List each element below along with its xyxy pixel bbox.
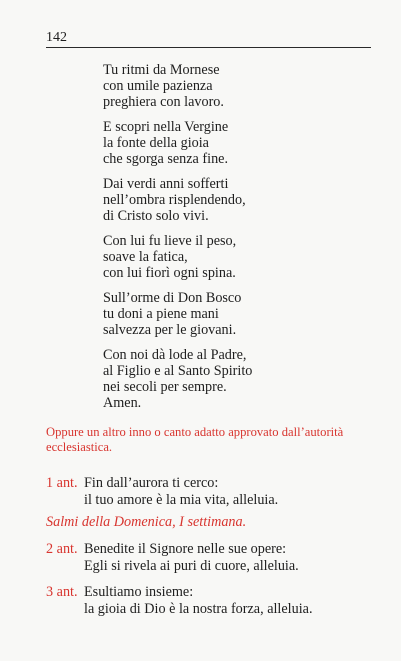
hymn-line: soave la fatica,	[103, 249, 188, 265]
hymn-line: Con lui fu lieve il peso,	[103, 233, 237, 249]
hymn-stanza	[103, 290, 373, 338]
hymn-stanza	[103, 176, 373, 224]
hymn-line: tu doni a piene mani	[103, 306, 219, 322]
hymn-stanza	[103, 233, 373, 281]
hymn-line: al Figlio e al Santo Spirito	[103, 363, 253, 379]
antiphon-label: 2 ant.	[46, 541, 78, 557]
antiphon-3	[46, 584, 376, 618]
hymn-line: Sull’orme di Don Bosco	[103, 290, 242, 306]
header-rule	[46, 47, 371, 48]
hymn-line: salvezza per le giovani.	[103, 322, 237, 338]
psalm-heading: Salmi della Domenica, I settimana.	[46, 514, 247, 530]
hymn-line: Tu ritmi da Mornese	[103, 62, 220, 78]
hymn-line: che sgorga senza fine.	[103, 151, 229, 167]
antiphon-text	[84, 475, 376, 509]
hymn-stanza	[103, 119, 373, 167]
rubric: Oppure un altro inno o canto adatto approvato dall’autorità ecclesiastica.	[46, 425, 344, 454]
antiphon-line: Egli si rivela ai puri di cuore, alleluia.	[84, 558, 299, 574]
antiphon-line: la gioia di Dio è la nostra forza, alleluia.	[84, 601, 313, 617]
hymn-stanza	[103, 347, 373, 411]
antiphon-line: Fin dall’aurora ti cerco:	[84, 475, 219, 491]
antiphon-line: Benedite il Signore nelle sue opere:	[84, 541, 287, 557]
antiphon-text	[84, 584, 376, 618]
antiphon-label: 3 ant.	[46, 584, 78, 600]
antiphon-2	[46, 541, 376, 575]
hymn-line: Con noi dà lode al Padre,	[103, 347, 247, 363]
antiphon-1	[46, 475, 376, 509]
page-number: 142	[46, 30, 67, 45]
antiphon-label: 1 ant.	[46, 475, 78, 491]
hymn-line: Dai verdi anni sofferti	[103, 176, 229, 192]
hymn-line: nell’ombra risplendendo,	[103, 192, 246, 208]
hymn-line: con lui fiorì ogni spina.	[103, 265, 236, 281]
hymn-line: la fonte della gioia	[103, 135, 209, 151]
hymn-line: Amen.	[103, 395, 142, 411]
hymn	[103, 62, 373, 420]
hymn-line: di Cristo solo vivi.	[103, 208, 209, 224]
antiphon-line: il tuo amore è la mia vita, alleluia.	[84, 492, 279, 508]
hymn-line: preghiera con lavoro.	[103, 94, 224, 110]
hymn-line: nei secoli per sempre.	[103, 379, 227, 395]
antiphon-line: Esultiamo insieme:	[84, 584, 194, 600]
hymn-stanza	[103, 62, 373, 110]
hymn-line: E scopri nella Vergine	[103, 119, 229, 135]
antiphon-text	[84, 541, 376, 575]
hymn-line: con umile pazienza	[103, 78, 213, 94]
